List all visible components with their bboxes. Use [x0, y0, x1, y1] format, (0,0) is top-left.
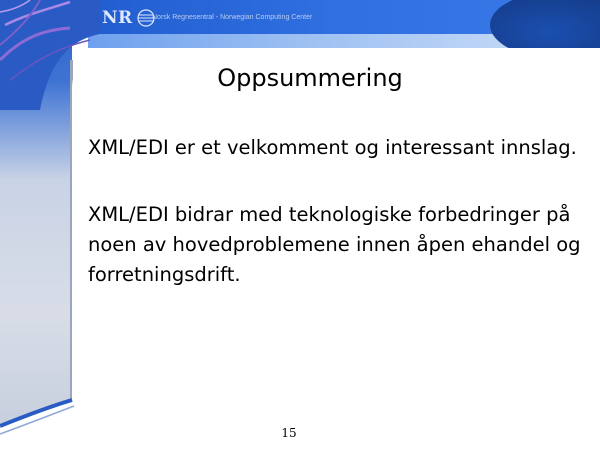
- page-number: 15: [281, 426, 297, 440]
- logo-text: NR: [102, 8, 133, 28]
- bottom-arc-decor: [0, 398, 80, 450]
- header-tagline: Norsk Regnesentral - Norwegian Computing Center: [152, 14, 313, 21]
- nr-logo: [102, 8, 155, 28]
- slide-title: Oppsummering: [217, 64, 403, 92]
- paragraph-2: XML/EDI bidrar med teknologiske forbedringer på noen av hovedproblemene innen åpen ehandel og forretningsdrift.: [88, 203, 581, 286]
- paragraph-1: XML/EDI er et velkomment og interessant innslag.: [88, 136, 577, 159]
